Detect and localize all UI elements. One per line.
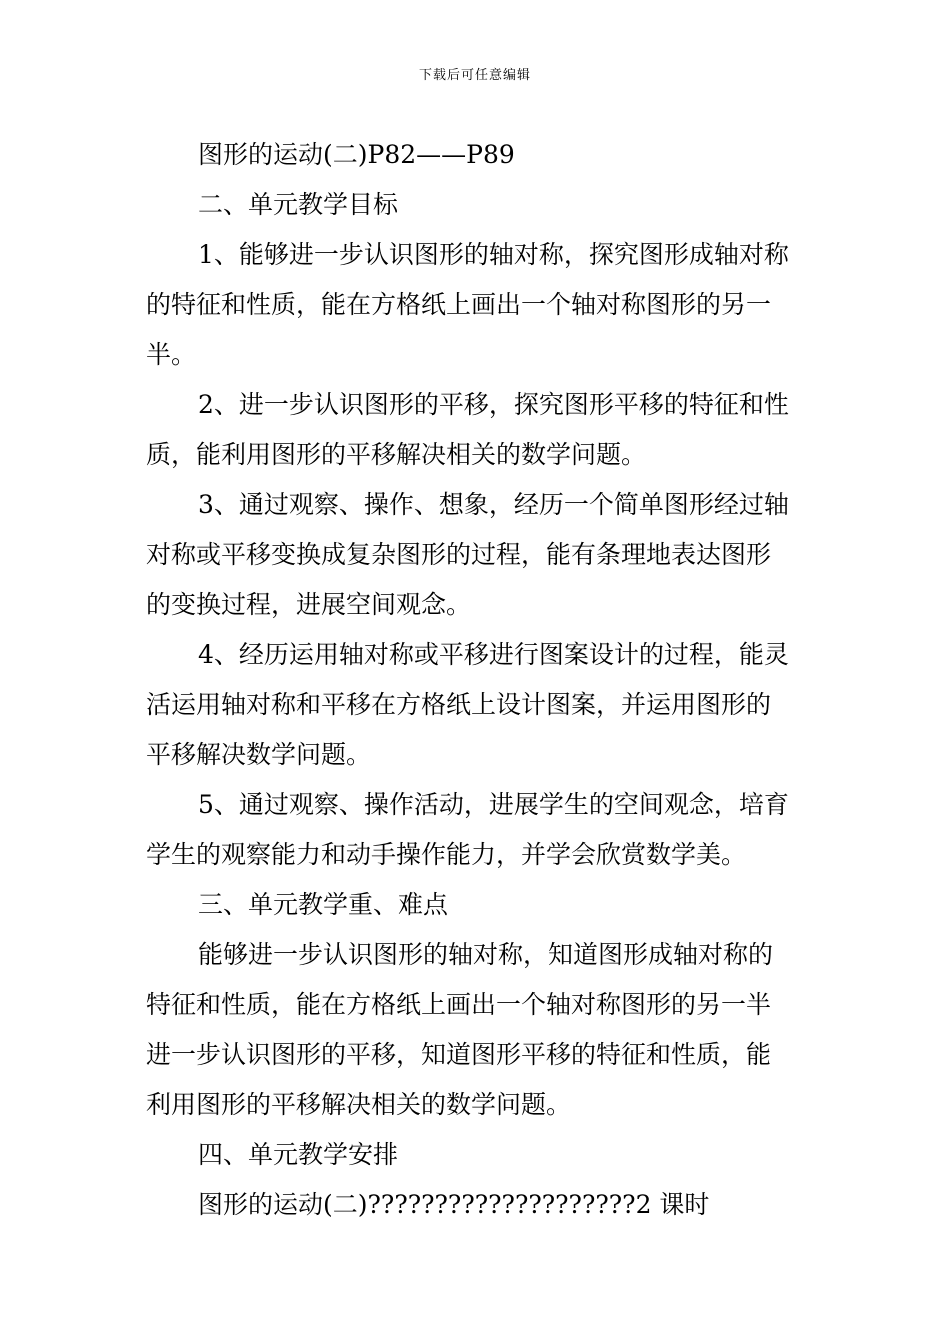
objective-5-line-1: 5、通过观察、操作活动，进展学生的空间观念，培育: [198, 790, 789, 819]
objective-4-line-3: 平移解决数学问题。: [146, 740, 372, 769]
key-points-line-1: 能够进一步认识图形的轴对称，知道图形成轴对称的: [198, 940, 774, 969]
objective-1-line-3: 半。: [146, 340, 197, 369]
objective-3-line-3: 的变换过程，进展空间观念。: [146, 590, 472, 619]
objective-4-line-1: 4、经历运用轴对称或平移进行图案设计的过程，能灵: [198, 640, 789, 669]
objective-3-line-1: 3、通过观察、操作、想象，经历一个简单图形经过轴: [198, 490, 789, 519]
section-heading-key-points: 三、单元教学重、难点: [198, 890, 449, 919]
objective-5-line-2: 学生的观察能力和动手操作能力，并学会欣赏数学美。: [146, 840, 747, 869]
schedule-line-1: 图形的运动(二)????????????????????2 课时: [198, 1190, 710, 1219]
header-note: 下载后可任意编辑: [418, 68, 531, 83]
unit-title-line: 图形的运动(二)P82——P89: [198, 140, 515, 169]
objective-1-line-1: 1、能够进一步认识图形的轴对称，探究图形成轴对称: [198, 240, 789, 269]
objective-3-line-2: 对称或平移变换成复杂图形的过程，能有条理地表达图形: [146, 540, 772, 569]
document-body: [146, 130, 816, 1230]
key-points-line-3: 进一步认识图形的平移，知道图形平移的特征和性质，能: [146, 1040, 772, 1069]
objective-2-line-2: 质，能利用图形的平移解决相关的数学问题。: [146, 440, 647, 469]
key-points-line-2: 特征和性质，能在方格纸上画出一个轴对称图形的另一半: [146, 990, 772, 1019]
key-points-line-4: 利用图形的平移解决相关的数学问题。: [146, 1090, 572, 1119]
section-heading-objectives: 二、单元教学目标: [198, 190, 399, 219]
objective-4-line-2: 活运用轴对称和平移在方格纸上设计图案，并运用图形的: [146, 690, 772, 719]
objective-1-line-2: 的特征和性质，能在方格纸上画出一个轴对称图形的另一: [146, 290, 772, 319]
objective-2-line-1: 2、进一步认识图形的平移，探究图形平移的特征和性: [198, 390, 789, 419]
section-heading-schedule: 四、单元教学安排: [198, 1140, 399, 1169]
